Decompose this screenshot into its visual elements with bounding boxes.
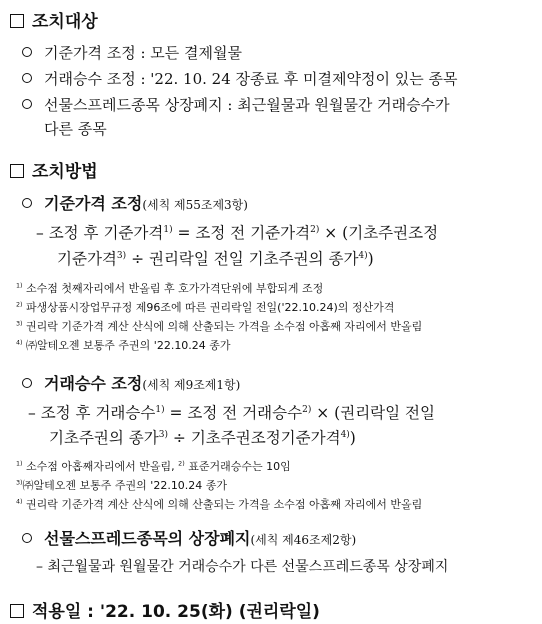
circle-bullet-icon xyxy=(22,47,32,57)
circle-bullet-icon xyxy=(22,198,32,208)
multiplier-adjust-heading: 거래승수 조정(세칙 제9조제1항) xyxy=(22,371,240,394)
delist-text: – 최근월물과 원월물간 거래승수가 다른 선물스프레드종목 상장폐지 xyxy=(36,559,449,575)
price-formula-line1: – 조정 후 기준가격$^{1)}$ = 조정 전 기준가격$^{2)}$ × (기초주권조정 xyxy=(36,224,439,242)
circle-bullet-icon xyxy=(22,99,32,109)
list-item: 기준가격 조정 : 모든 결제월물 xyxy=(22,42,242,63)
checkbox-square-icon xyxy=(10,14,24,28)
multiplier-formula-line1: – 조정 후 거래승수$^{1)}$ = 조정 전 거래승수$^{2)}$ × (권리락일 전일 xyxy=(28,404,435,422)
section-target-heading: 조치대상 xyxy=(10,7,98,32)
list-item: 거래승수 조정 : '22. 10. 24 장종료 후 미결제약정이 있는 종목 xyxy=(22,68,457,89)
footnote: $^{1)}$ 소수점 첫째자리에서 반올림 후 호가가격단위에 부합되게 조정 xyxy=(16,281,324,295)
checkbox-square-icon xyxy=(10,164,24,178)
section-apply-date: 적용일 : '22. 10. 25(화) (권리락일) xyxy=(10,597,320,622)
circle-bullet-icon xyxy=(22,73,32,83)
checkbox-square-icon xyxy=(10,604,24,618)
list-item: 선물스프레드종목 상장폐지 : 최근월물과 원월물간 거래승수가 xyxy=(22,94,450,115)
footnote: $^{3)}$ 권리락 기준가격 계산 산식에 의해 산출되는 가격을 소수점 아홉째 자리에서 반올림 xyxy=(16,319,423,333)
dash-bullet: – xyxy=(28,404,36,422)
list-item-continuation: 다른 종목 xyxy=(44,120,107,138)
footnote: $^{2)}$ 파생상품시장업무규정 제96조에 따른 권리락일 전일('22.10.24)의 정산가격 xyxy=(16,300,395,314)
section-method-heading: 조치방법 xyxy=(10,157,98,182)
footnote: $^{4)}$ 권리락 기준가격 계산 산식에 의해 산출되는 가격을 소수점 아홉째 자리에서 반올림 xyxy=(16,497,423,511)
footnote: $^{4)}$ ㈜알테오젠 보통주 주권의 '22.10.24 종가 xyxy=(16,338,231,352)
delist-heading: 선물스프레드종목의 상장폐지(세칙 제46조제2항) xyxy=(22,526,356,549)
price-formula-line2: 기준가격$^{3)}$ ÷ 권리락일 전일 기초주권의 종가$^{4)}$) xyxy=(57,250,374,268)
circle-bullet-icon xyxy=(22,533,32,543)
circle-bullet-icon xyxy=(22,378,32,388)
dash-bullet: – xyxy=(36,559,43,575)
footnote: $^{3)}$㈜알테오젠 보통주 주권의 '22.10.24 종가 xyxy=(16,478,228,492)
price-adjust-heading: 기준가격 조정(세칙 제55조제3항) xyxy=(22,191,248,214)
footnote: $^{1)}$ 소수점 아홉째자리에서 반올림, $^{2)}$ 표준거래승수는 10임 xyxy=(16,459,291,473)
dash-bullet: – xyxy=(36,224,44,242)
multiplier-formula-line2: 기초주권의 종가$^{3)}$ ÷ 기초주권조정기준가격$^{4)}$) xyxy=(49,429,356,447)
